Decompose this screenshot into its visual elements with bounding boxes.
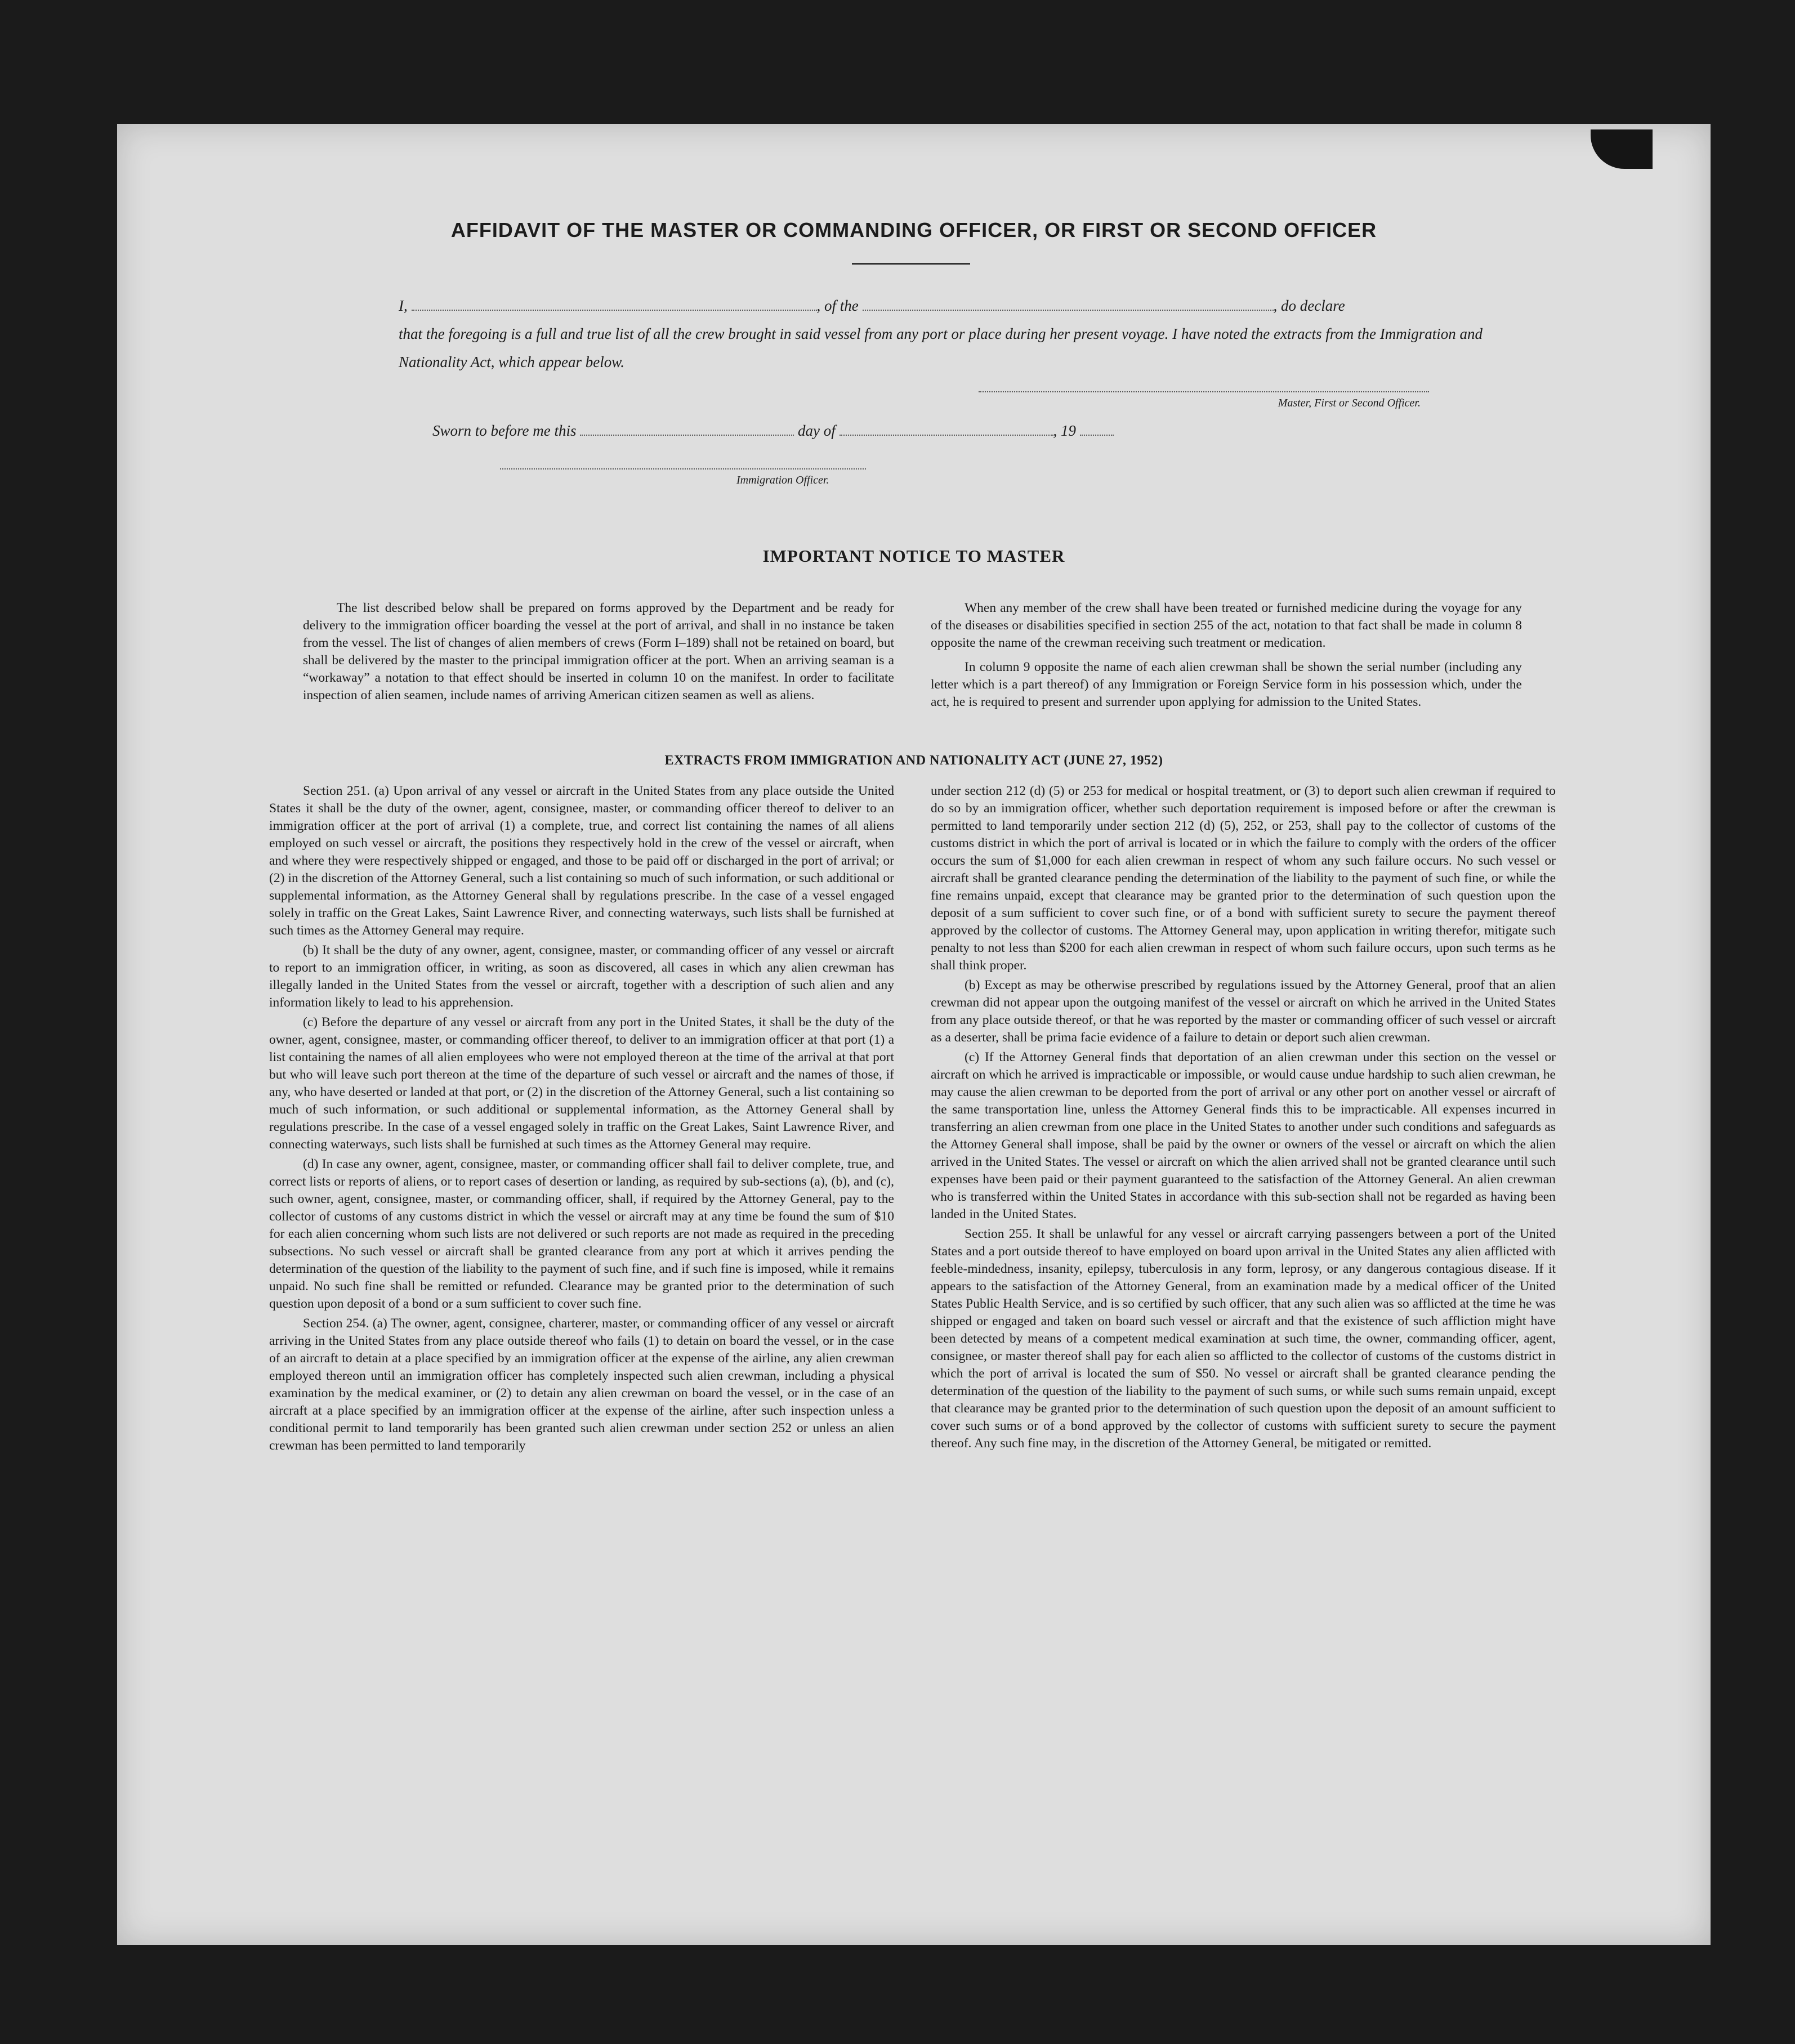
sworn-prefix-label: Sworn to before me this [432, 422, 577, 439]
act-paragraph: Section 251. (a) Upon arrival of any vessel or aircraft in the United States from any place outside the United States it shall be the duty of the owner, agent, consignee, master, or commanding officer thereof to deliver to an immigration officer at the port of arrival (1) a complete, true, and correct list containing the names of all aliens employed on such vessel or aircraft, the positions they respectively hold in the crew of the vessel or aircraft, when and where they were respectively shipped or engaged, and those to be paid off or discharged in the port of arrival; or (2) in the discretion of the Attorney General, such a list containing so much of such information, or such additional or supplemental information, as the Attorney General shall by regulations prescribe. In the case of a vessel engaged solely in traffic on the Great Lakes, Saint Lawrence River, and connecting waterways, such lists shall be furnished at such times as the Attorney General may require. [269, 784, 894, 938]
sworn-month-field[interactable] [840, 434, 1053, 436]
name-blank-field[interactable] [412, 309, 817, 311]
sworn-day-of-label: day of [798, 422, 836, 439]
act-paragraph: (b) Except as may be otherwise prescribed by regulations issued by the Attorney General, proof that an alien crewman did not appear upon the outgoing manifest of the vessel or aircraft on which he arrived in the United States from any place outside thereof, or that he was reported by the master or commanding officer of such vessel or aircraft as a deserter, shall be prima facie evidence of a failure to detain or deport such alien crewman. [931, 978, 1556, 1045]
affidavit-statement: that the foregoing is a full and true list of all the crew brought in said vessel from any port or place during her present voyage. I have noted the extracts from the Immigration and Nationality Act, which appear below. [399, 325, 1483, 370]
title-divider [852, 263, 970, 265]
sworn-day-field[interactable] [580, 434, 794, 436]
extracts-title: EXTRACTS FROM IMMIGRATION AND NATIONALITY ACT (JUNE 27, 1952) [664, 753, 1163, 768]
act-paragraph: (b) It shall be the duty of any owner, agent, consignee, master, or commanding officer of any vessel or aircraft to report to an immigration officer, in writing, as soon as discovered, all cases in which any alien crewman has illegally landed in the United States from the vessel or aircraft, together with a description of such alien and any information likely to lead to his apprehension. [269, 943, 894, 1010]
notice-paragraph: The list described below shall be prepared on forms approved by the Department and be ready for delivery to the immigration officer boarding the vessel at the port of arrival, and shall in no instance be taken from the vessel. The list of changes of alien members of crews (Form I–189) shall not be retained on board, but shall be delivered by the master to the principal immigration officer at the port. When an arriving seaman is a “workaway” a notation to that effect should be inserted in column 10 on the manifest. In order to facilitate inspection of alien seamen, include names of arriving American citizen seamen as well as aliens. [303, 601, 894, 703]
notice-right-column [931, 600, 1522, 711]
extracts-right-column [931, 782, 1556, 1452]
immigration-officer-caption: Immigration Officer. [736, 474, 829, 486]
extracts-left-column [269, 782, 894, 1455]
immigration-officer-signature-line[interactable] [500, 468, 866, 469]
declare-of-the-label: , of the [816, 297, 859, 314]
act-paragraph: (c) If the Attorney General finds that deportation of an alien crewman under this section on the vessel or aircraft on which he arrived is impracticable or impossible, or would cause undue hardship to such alien crewman, he may cause the alien crewman to be deported from the port of arrival or any other port on another vessel or aircraft of the same transportation line, unless the Attorney General finds this to be impracticable. All expenses incurred in transferring an alien crewman from one place in the United States to another under such conditions and safeguards as the Attorney General shall impose, shall be paid by the owner or owners of the vessel or aircraft on which the alien arrived in the United States. The vessel or aircraft on which the alien arrived shall not be granted clearance until such expenses have been paid or their payment guaranteed to the satisfaction of the Attorney General. An alien crewman who is transferred within the United States in accordance with this sub-section shall not be regarded as having been landed in the United States. [931, 1050, 1556, 1222]
notice-left-column [303, 600, 894, 704]
sworn-line [432, 422, 1114, 440]
declare-do-declare-label: , do declare [1273, 297, 1345, 314]
act-paragraph: under section 212 (d) (5) or 253 for medical or hospital treatment, or (3) to deport such alien crewman if required to do so by an immigration officer, whether such deportation requirement is imposed before or after the crewman is permitted to land temporarily under section 212 (d) (5), 252, or 253, shall pay to the collector of customs of the customs district in which the port of arrival is located or in which the failure to comply with the orders of the officer occurs the sum of $1,000 for each alien crewman in respect of whom any such failure occurs. No such vessel or aircraft shall be granted clearance pending the determination of the liability to the payment of such fine, or while the fine remains unpaid, except that clearance may be granted prior to the determination of such question upon the deposit of a sum sufficient to cover such fine, or of a bond with sufficient surety to secure the payment thereof approved by the collector of customs. The Attorney General may, upon application in writing therefor, mitigate such penalty to not less than $200 for each alien crewman in respect of whom such failure occurs, upon such terms as he shall think proper. [931, 784, 1556, 973]
notice-title: IMPORTANT NOTICE TO MASTER [762, 546, 1065, 566]
act-paragraph: (c) Before the departure of any vessel or aircraft from any port in the United States, it shall be the duty of the owner, agent, consignee, master, or commanding officer thereof, to deliver to an immigration officer at that port (1) a list containing the names of all alien employees who were not employed thereon at the time of the arrival at that port but who will leave such port thereon at the time of the departure of such vessel or aircraft and the names of those, if any, who have deserted or landed at that port, or (2) in the discretion of the Attorney General, such a list containing so much of such information, or such additional or supplemental information, as the Attorney General shall by regulations prescribe. In the case of a vessel engaged solely in traffic on the Great Lakes, Saint Lawrence River, and connecting waterways, such lists shall be furnished at such times as the Attorney General may require. [269, 1015, 894, 1152]
act-paragraph: Section 255. It shall be unlawful for any vessel or aircraft carrying passengers between a port of the United States and a port outside thereof to have employed on board upon arrival in the United States any alien afflicted with feeble-mindedness, insanity, epilepsy, tuberculosis in any form, leprosy, or any dangerous contagious disease. If it appears to the satisfaction of the Attorney General, from an examination made by a medical officer of the United States Public Health Service, and is so certified by such officer, that any such alien was so afflicted at the time he was shipped or engaged and taken on board such vessel or aircraft and that the existence of such affliction might have been detected by means of a competent medical examination at such time, the owner, commanding officer, agent, consignee, or master thereof shall pay for each alien so afflicted to the collector of customs of the customs district in which the port of arrival is located the sum of $50. No vessel or aircraft shall be granted clearance pending the determination of the question of the liability to the payment of such sums, or while such sums remain unpaid, except that clearance may be granted prior to the determination of such question upon the deposit of an amount sufficient to cover such sums or of a bond approved by the collector of customs with sufficient surety to secure the payment thereof. Any such fine may, in the discretion of the Attorney General, be mitigated or remitted. [931, 1227, 1556, 1451]
document-page [117, 124, 1711, 1945]
master-signature-line[interactable] [979, 391, 1429, 392]
affidavit-title: AFFIDAVIT OF THE MASTER OR COMMANDING OFFICER, OR FIRST OR SECOND OFFICER [450, 218, 1377, 241]
master-signature-caption: Master, First or Second Officer. [1278, 397, 1421, 409]
vessel-blank-field[interactable] [863, 309, 1274, 311]
act-paragraph: Section 254. (a) The owner, agent, consignee, charterer, master, or commanding officer of any vessel or aircraft arriving in the United States from any place outside thereof who fails (1) to detain on board the vessel, or in the case of an aircraft to detain at a place specified by an immigration officer at the expense of the airline, any alien crewman employed thereon until an immigration officer has completely inspected such alien crewman, including a physical examination by the medical examiner, or (2) to detain any alien crewman on board the vessel, or in the case of an aircraft at a place specified by an immigration officer at the expense of the airline, after such inspection unless a conditional permit to land temporarily has been granted such alien crewman under section 252 or unless an alien crewman has been permitted to land temporarily [269, 1316, 894, 1453]
declare-i-label: I, [399, 297, 408, 314]
sworn-year-label: , 19 [1053, 422, 1076, 439]
sworn-year-field[interactable] [1080, 434, 1114, 436]
act-paragraph: (d) In case any owner, agent, consignee, master, or commanding officer shall fail to deliver complete, true, and correct lists or reports of aliens, or to report cases of desertion or landing, as required by sub-sections (a), (b), and (c), such owner, agent, consignee, master, or commanding officer, shall, if required by the Attorney General, pay to the collector of customs of any customs district in which the vessel or aircraft may at any time be found the sum of $10 for each alien concerning whom such lists are not delivered or such reports are not made as required in the preceding subsections. No such vessel or aircraft shall be granted clearance from any port at which it arrives pending the determination of the question of the liability to the payment of such fine, and if such fine is imposed, while it remains unpaid. No such fine shall be remitted or refunded. Clearance may be granted prior to the determination of such question upon deposit of a bond or a sum sufficient to cover such fine. [269, 1157, 894, 1311]
declaration-line [399, 297, 1513, 315]
notice-paragraph: In column 9 opposite the name of each alien crewman shall be shown the serial number (including any letter which is a part thereof) of any Immigration or Foreign Service form in his possession which, under the act, he is required to present and surrender upon applying for admission to the United States. [931, 660, 1522, 709]
notice-paragraph: When any member of the crew shall have been treated or furnished medicine during the voyage for any of the diseases or disabilities specified in section 255 of the act, notation to that fact shall be made in column 8 opposite the name of the crewman receiving such treatment or medication. [931, 601, 1522, 650]
